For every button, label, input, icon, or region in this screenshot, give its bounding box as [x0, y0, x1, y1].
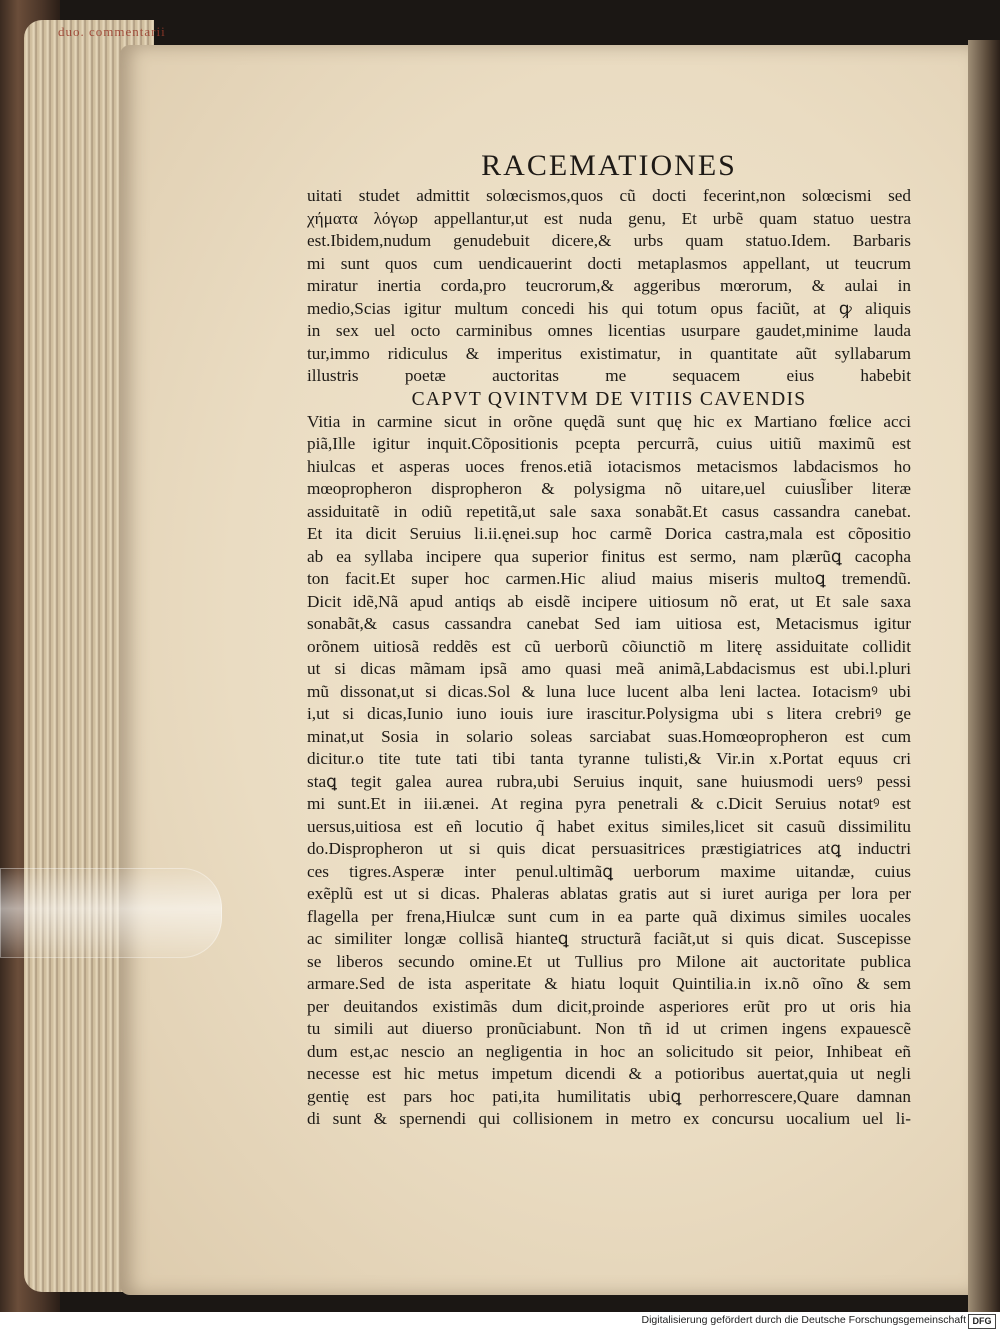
- text-block: [307, 150, 911, 1131]
- text-line: staꝗ tegit galea aurea rubra,ubi Seruius inquit, sane huiusmodi uersꝰ pessi: [307, 771, 911, 791]
- text-line: per deuitandos existimãs dum dicit,proinde asperiores erũt pro ut oris hia: [307, 996, 911, 1016]
- text-line: Dicit idẽ,Nã apud antiqs ab eisdẽ incipere uitiosum nõ erat, ut Et sale saxa: [307, 591, 911, 611]
- text-line: ces tigres.Asperæ inter penul.ultimãꝗ uerborum maxime uitandæ, cuius: [307, 861, 911, 881]
- text-line: gentię est pars hoc pati,ita humilitatis ubiꝗ perhorrescere,Quare damnan: [307, 1086, 911, 1106]
- text-line: ton facit.Et super hoc carmen.Hic aliud maius miseris multoꝗ tremendũ.: [307, 569, 911, 588]
- text-line: mi sunt quos cum uendicauerint docti metaplasmos appellant, ut teucrum: [307, 253, 911, 273]
- text-line: miratur inertia corda,pro teucrorum,& aggeribus mœrorum, & aulai in: [307, 276, 911, 295]
- text-line: ut si dicas mãmam ipsã amo quasi meã animã,Labdacismus est ubi.l.pluri: [307, 659, 911, 678]
- text-line: flagella per frena,Hiulcæ sunt cum in ea parte quã diximus similes uocales: [307, 906, 911, 926]
- text-line: mũ dissonat,ut si dicas.Sol & luna luce lucent alba leni lactea. Iotacismꝰ ubi: [307, 681, 911, 701]
- text-line: dicitur.o tite tute tati tibi tanta tyranne tulisti,& Vir.in x.Portat equus cri: [307, 749, 911, 768]
- text-line: hiulcas et asperas uoces frenos.etiã iotacismos metacismos labdacismos ho: [307, 456, 911, 476]
- chapter-heading: CAPVT QVINTVM DE VITIIS CAVENDIS: [411, 388, 807, 410]
- text-line: dum est,ac nescio an negligentia in hoc an solicitudo sit peior, Inhibeat eñ: [307, 1041, 911, 1061]
- text-line: tu simili aut diuerso pronũciabunt. Non tñ id ut crimen ingens expauescẽ: [307, 1019, 911, 1038]
- text-line: se liberos secundo omine.Et ut Tullius pro Milone ait auctoritate publica: [307, 951, 911, 971]
- text-line: i,ut si dicas,Iunio iuno iouis iure irascitur.Polysigma ubi s litera crebriꝰ ge: [307, 704, 911, 723]
- text-line: χήματα λόγωp appellantur,ut est nuda genu, Et urbẽ quam statuo uestra: [307, 208, 911, 228]
- paragraph-after-heading: [307, 411, 911, 1131]
- text-line: mi sunt.Et in iii.ænei. At regina pyra penetrali & c.Dicit Seruius notatꝰ est: [307, 794, 911, 813]
- text-line: illustris poetæ auctoritas me sequacem eius habebit: [307, 366, 911, 385]
- text-line: mœopropheron dispropheron & polysigma nõ uitare,uel cuiusl̃iber literæ: [307, 479, 911, 498]
- text-line: di sunt & spernendi qui collisionem in metro ex concursu uocalium uel li-: [307, 1109, 911, 1128]
- text-line: uitati studet admittit solœcismos,quos cũ docti fecerint,non solœcismi sed: [307, 186, 911, 205]
- book-binding-edge: [968, 40, 1000, 1312]
- text-line: do.Dispropheron ut si quis dicat persuasitrices præstigiatrices atꝗ inductri: [307, 839, 911, 858]
- text-line: uersus,uitiosa est eñ locutio q̃ habet exitus similes,licet sit casuũ dissimilitu: [307, 816, 911, 836]
- text-line: ab ea syllaba incipere qua superior finitus est sermo, nam plærũꝗ cacopha: [307, 546, 911, 566]
- text-line: armare.Sed de ista asperitate & hiatu loquit Quintilia.in ix.nõ oĩno & sem: [307, 974, 911, 993]
- edge-inscription: duo. commentarii: [58, 24, 166, 39]
- dfg-logo: DFG: [968, 1314, 996, 1329]
- text-line: orõnem uitiosã reddẽs est cũ uerborũ cõiunctiõ m literę assiduitate collidit: [307, 636, 911, 656]
- text-line: est.Ibidem,nudum genudebuit dicere,& urbs quam statuo.Idem. Barbaris: [307, 231, 911, 250]
- text-line: piã,Ille igitur inquit.Cõpositionis pcepta percurrã, cuius uitiũ maximũ est: [307, 434, 911, 453]
- text-line: exẽplũ est ut si dicas. Phaleras ablatas gratis aut si iuret auriga per lora per: [307, 884, 911, 903]
- page-holder-clip: [0, 868, 222, 958]
- text-line: Et ita dicit Seruius li.ii.ęnei.sup hoc carmẽ Dorica castra,mala est cõpositio: [307, 524, 911, 543]
- text-line: Vitia in carmine sicut in orõne quędã sunt quę hic ex Martiano fœlice acci: [307, 411, 911, 431]
- text-line: in sex uel octo carminibus omnes licentias usurpare gaudet,minime lauda: [307, 321, 911, 340]
- text-line: medio,Scias igitur multum concedi his qui totum opus faciũt, at ꝙ aliquis: [307, 298, 911, 318]
- footer-bar: [0, 1312, 1000, 1330]
- text-line: sonabãt,& casus cassandra canebat Sed iam uitiosa est, Metacismus igitur: [307, 614, 911, 633]
- text-line: tur,immo ridiculus & imperitus existimatur, in quantitate aũt syllabarum: [307, 343, 911, 363]
- running-head: RACEMATIONES: [481, 149, 737, 182]
- text-line: ac similiter longæ collisã hianteꝗ structurã faciãt,ut si quis dicat. Suscepisse: [307, 929, 911, 948]
- funding-note: Digitalisierung gefördert durch die Deutsche Forschungsgemeinschaft: [641, 1314, 966, 1326]
- paragraph-before-heading: [307, 185, 911, 388]
- text-line: minat,ut Sosia in solario soleas sarciabat suas.Homœopropheron est cum: [307, 726, 911, 746]
- text-line: necesse est hic metus impetum dicendi & a potioribus auertat,quia ut negli: [307, 1064, 911, 1083]
- text-line: assiduitatẽ in odiũ repetitã,ut sale saxa sonabãt.Et casus cassandra canebat.: [307, 501, 911, 521]
